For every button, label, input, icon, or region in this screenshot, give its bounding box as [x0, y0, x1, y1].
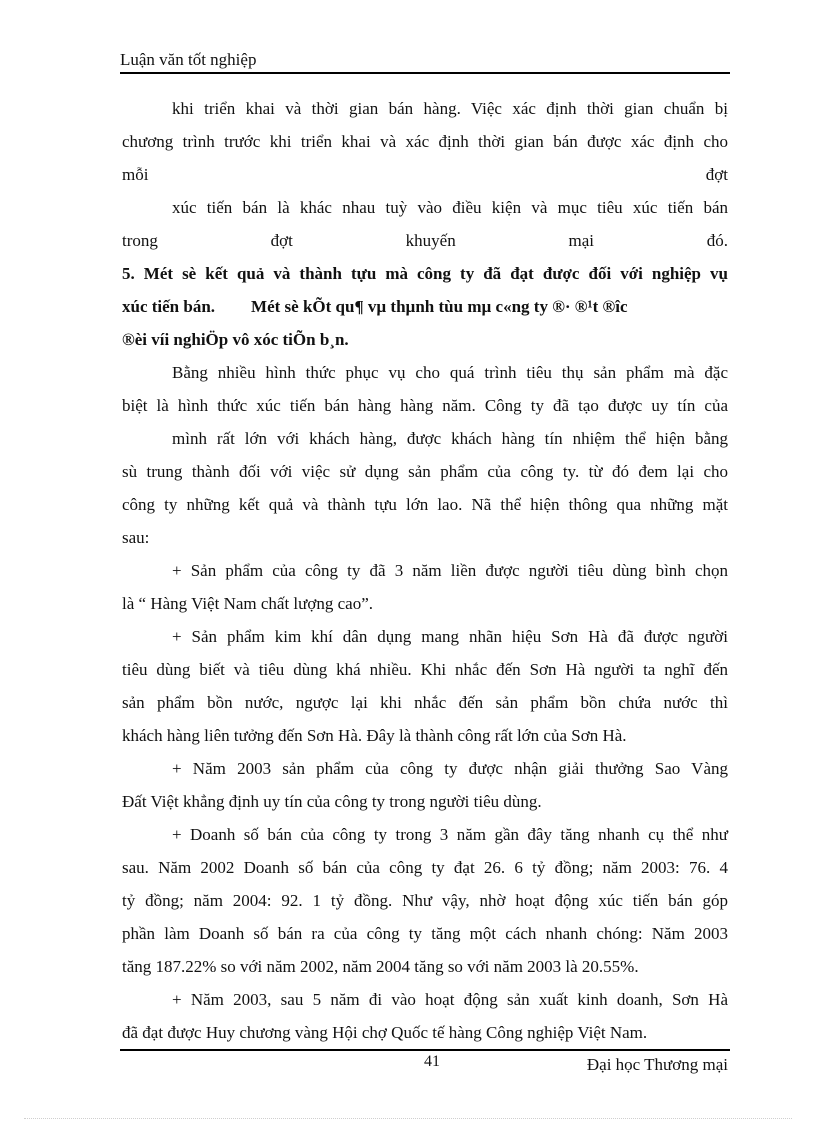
paragraph-line: biệt là hình thức xúc tiến bán hàng hàng năm. Công ty đã tạo được uy tín của — [122, 396, 728, 415]
list-item: + Sản phẩm kim khí dân dụng mang nhãn hiệu Sơn Hà đã được người — [172, 627, 728, 646]
section-heading-encoded: Mét sè kÕt qu¶ vµ thµnh tùu mµ c«ng ty ®· ®¹t ®îc — [251, 297, 628, 316]
page-number: 41 — [424, 1053, 440, 1070]
running-header: Luận văn tốt nghiệp — [120, 50, 257, 69]
list-item: + Năm 2003, sau 5 năm đi vào hoạt động sản xuất kinh doanh, Sơn Hà — [172, 990, 728, 1009]
document-body — [122, 92, 728, 1049]
header-rule — [120, 72, 730, 74]
section-heading-line — [122, 290, 728, 323]
list-item: + Doanh số bán của công ty trong 3 năm gần đây tăng nhanh cụ thể như — [172, 825, 728, 844]
paragraph-line: sù trung thành đối với việc sử dụng sản phẩm của công ty. từ đó đem lại cho — [122, 462, 728, 481]
paragraph-line: mình rất lớn với khách hàng, được khách hàng tín nhiệm thể hiện bằng — [172, 429, 728, 448]
list-item-cont: đã đạt được Huy chương vàng Hội chợ Quốc tế hàng Công nghiệp Việt Nam. — [122, 1023, 648, 1042]
list-item-cont: khách hàng liên tưởng đến Sơn Hà. Đây là thành công rất lớn của Sơn Hà. — [122, 726, 627, 745]
list-item-cont: phần làm Doanh số bán ra của công ty tăng một cách nhanh chóng: Năm 2003 — [122, 924, 728, 943]
footer-rule — [120, 1049, 730, 1051]
paragraph-line: Bằng nhiều hình thức phục vụ cho quá trình tiêu thụ sản phẩm mà đặc — [172, 363, 728, 382]
list-item-cont: tiêu dùng biết và tiêu dùng khá nhiều. Khi nhắc đến Sơn Hà người ta nghĩ đến — [122, 660, 728, 679]
list-item-cont: sau. Năm 2002 Doanh số bán của công ty đạt 26. 6 tỷ đồng; năm 2003: 76. 4 — [122, 858, 728, 877]
paragraph-line: xúc tiến bán là khác nhau tuỳ vào điều kiện và mục tiêu xúc tiến bán — [172, 198, 728, 217]
list-item-cont: là “ Hàng Việt Nam chất lượng cao”. — [122, 594, 373, 613]
paragraph-line: khi triển khai và thời gian bán hàng. Việc xác định thời gian chuẩn bị — [172, 99, 728, 118]
list-item-cont: tỷ đồng; năm 2004: 92. 1 tỷ đồng. Như vậy, nhờ hoạt động xúc tiến bán góp — [122, 891, 728, 910]
footer-institution: Đại học Thương mại — [586, 1055, 728, 1074]
list-item: + Năm 2003 sản phẩm của công ty được nhận giải thưởng Sao Vàng — [172, 759, 728, 778]
section-heading-encoded: ®èi víi nghiÖp vô xóc tiÕn b¸n. — [122, 330, 349, 349]
paragraph-line: trong đợt khuyến mại đó. — [122, 231, 728, 250]
paragraph-line: mỗi đợt — [122, 165, 728, 184]
page-bottom-dotted-edge — [24, 1118, 792, 1119]
list-item-cont: tăng 187.22% so với năm 2002, năm 2004 tăng so với năm 2003 là 20.55%. — [122, 957, 639, 976]
list-item-cont: sản phẩm bồn nước, ngược lại khi nhắc đến sản phẩm bồn chứa nước thì — [122, 693, 728, 712]
section-heading: 5. Mét sè kết quả và thành tựu mà công ty đã đạt được đối với nghiệp vụ — [122, 264, 728, 283]
paragraph-line: chương trình trước khi triển khai và xác định thời gian bán được xác định cho — [122, 132, 728, 151]
list-item: + Sản phẩm của công ty đã 3 năm liền được người tiêu dùng bình chọn — [172, 561, 728, 580]
list-item-cont: Đất Việt khẳng định uy tín của công ty trong người tiêu dùng. — [122, 792, 542, 811]
section-heading-part: xúc tiến bán. — [122, 297, 216, 316]
paragraph-line: sau: — [122, 528, 150, 547]
paragraph-line: công ty những kết quả và thành tựu lớn lao. Nã thể hiện thông qua những mặt — [122, 495, 728, 514]
